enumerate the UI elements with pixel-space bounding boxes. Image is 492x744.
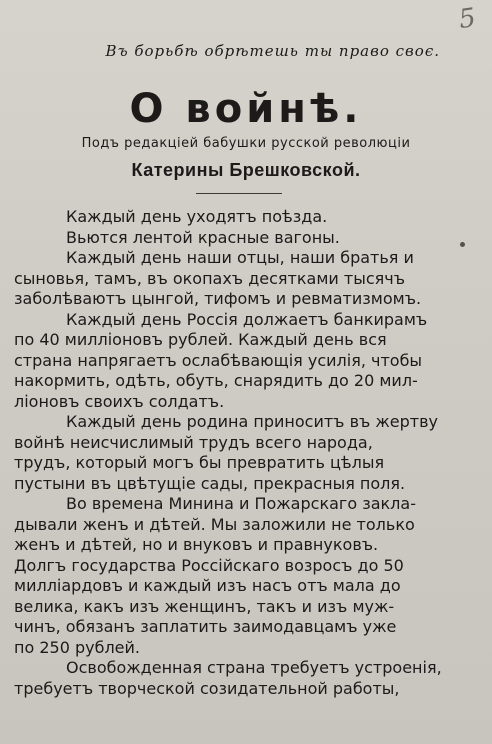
text-line: дывали женъ и дѣтей. Мы заложили не только — [14, 514, 415, 534]
text-line: чинъ, обязанъ заплатить заимодавцамъ уже — [14, 617, 397, 636]
motto: Въ борьбѣ обрѣтешь ты право своє. — [105, 42, 440, 60]
text-line: по 40 милліоновъ рублей. Каждый день вся — [14, 330, 387, 349]
text-line: Каждый день Россія должаетъ банкирамъ — [66, 309, 428, 329]
text-line: по 250 рублей. — [14, 637, 141, 657]
text-line: заболѣваютъ цынгой, тифомъ и ревматизмомъ. — [14, 289, 422, 308]
text-line: Освобожденная страна требуетъ устроенія, — [66, 658, 442, 677]
text-line: Каждый день уходятъ поѣзда. — [66, 207, 328, 226]
divider — [196, 193, 282, 194]
text-line: Долгъ государства Россійскаго возросъ до 50 — [14, 555, 404, 575]
ink-speck — [460, 242, 465, 247]
page-title: О войнѣ. — [129, 86, 363, 132]
text-line: велика, какъ изъ женщинъ, такъ и изъ муж- — [14, 596, 395, 616]
text-line: сыновья, тамъ, въ окопахъ десятками тысячъ — [14, 268, 405, 288]
text-line: пустыни въ цвѣтущіе сады, прекрасныя поля. — [14, 473, 406, 493]
text-line: Вьются лентой красные вагоны. — [66, 227, 340, 247]
text-line: ліоновъ своихъ солдатъ. — [14, 391, 225, 411]
text-line: Каждый день родина приноситъ въ жертву — [66, 412, 439, 431]
subtitle: Подъ редакціей бабушки русской революціи — [81, 136, 411, 151]
text-line: накормить, одѣть, обуть, снарядить до 20 мил- — [14, 371, 418, 390]
text-line: требуетъ творческой созидательной работы, — [14, 678, 400, 698]
text-line: Каждый день наши отцы, наши братья и — [66, 248, 414, 267]
body-text — [14, 207, 454, 699]
text-line: милліардовъ и каждый изъ насъ отъ мала до — [14, 576, 401, 595]
text-line: женъ и дѣтей, но и внуковъ и правнуковъ. — [14, 535, 379, 554]
text-line: трудъ, который могъ бы превратить цѣлыя — [14, 453, 385, 472]
page-number: 5 — [457, 2, 479, 36]
text-line: страна напрягаетъ ослабѣвающія усилія, чтобы — [14, 350, 423, 370]
text-line: Во времена Минина и Пожарскаго закла- — [66, 494, 416, 513]
text-line: войнѣ неисчислимый трудъ всего народа, — [14, 432, 373, 452]
editor-name: Катерины Брешковской. — [131, 160, 361, 180]
